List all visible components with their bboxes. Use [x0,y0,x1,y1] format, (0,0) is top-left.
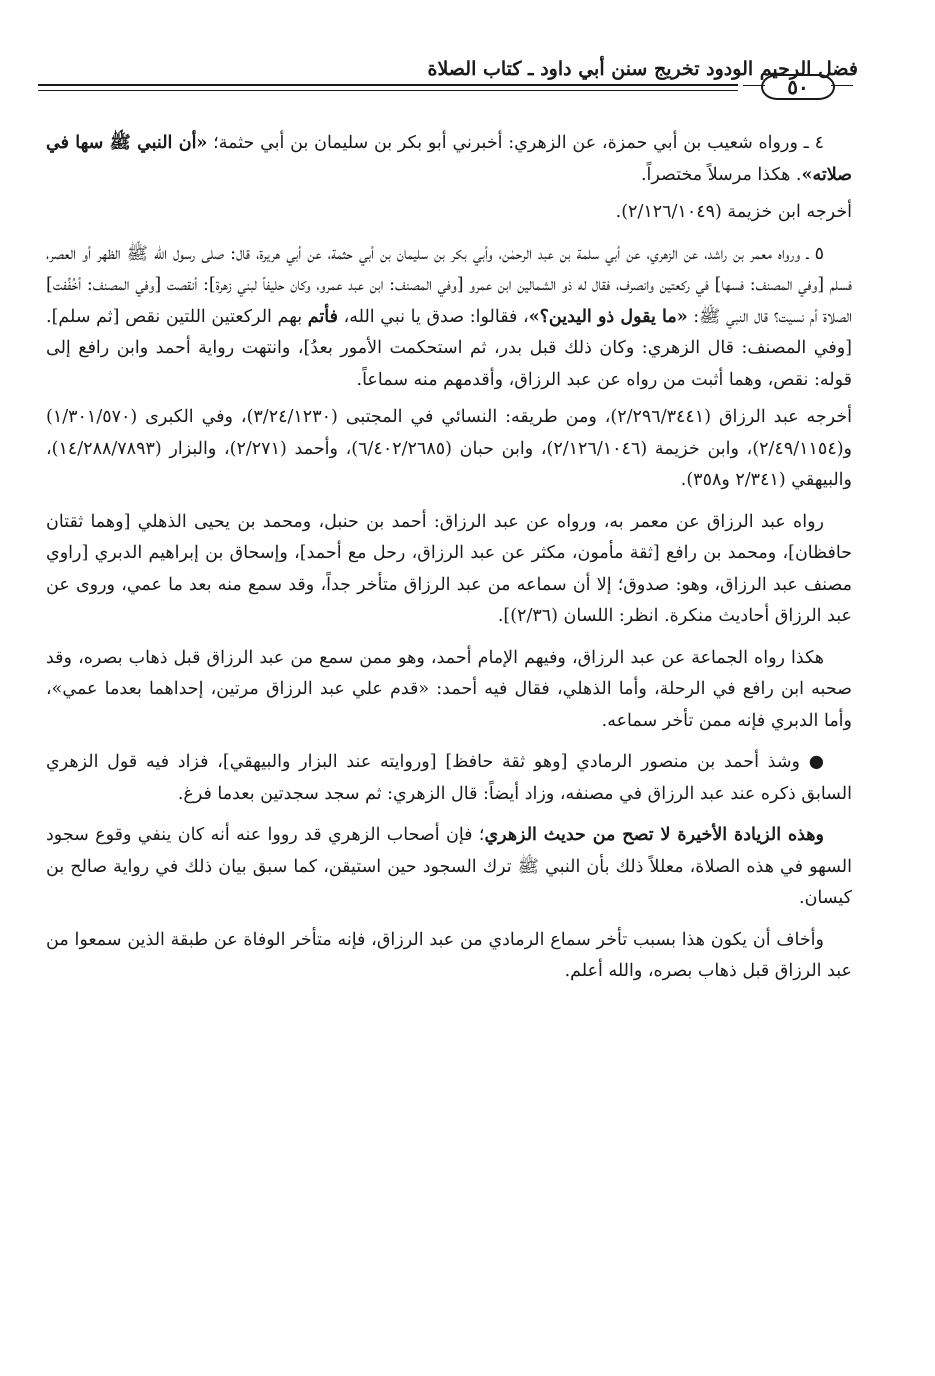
header-rule-thin [38,90,738,91]
paragraph-5 [46,239,852,397]
paragraph-4-source: أخرجه ابن خزيمة (٢/١٢٦/١٠٤٩). [615,202,852,222]
paragraph-5-text-c: بهم الركعتين اللتين نقص [ثم سلم]. [وفي المصنف: قال الزهري: وكان ذلك قبل بدر، ثم استحكمت الأمور بعدُ]، وانتهت رواية أحمد وابن رافع إلى قوله: نقص، وهما أثبت من رواه عن عبد الرزاق، وأقدمهم منه سماعاً. [46,306,852,390]
page-header [38,58,858,118]
paragraph-5-text-b: ، فقالوا: صدق يا نبي الله، [337,306,529,327]
paragraph-5-source: أخرجه عبد الرزاق (٢/٢٩٦/٣٤٤١)، ومن طريقه: النسائي في المجتبى (٣/٢٤/١٢٣٠)، وفي الكبرى (١/٣٠١/٥٧٠) و(٢/٤٩/١١٥٤)، وابن خزيمة (٢/١٢٦/١٠٤٦)، وابن حبان (٦/٤٠٢/٢٦٨٥)، وأحمد (٢/٢٧١)، والبزار (١٤/٢٨٨/٧٨٩٣)، والبيهقي (٢/٣٤١ و٣٥٨). [46,407,853,490]
hadith-quote: فأتم [307,306,338,327]
paragraph-6: رواه عبد الرزاق عن معمر به، ورواه عن عبد الرزاق: أحمد بن حنبل، ومحمد بن يحيى الذهلي [وهما ثقتان حافظان]، ومحمد بن رافع [ثقة مأمون، مكثر عن عبد الرزاق، رحل مع أحمد]، وإسحاق بن إبراهيم الدبري [راوي مصنف عبد الرزاق، وهو: صدوق؛ إلا أن سماعه من عبد الرزاق متأخر جداً، وقد سمع منه بعد ما عمي، وروى عن عبد الرزاق أحاديث منكرة. انظر: اللسان (٢/٣٦)]. [46,511,852,626]
paragraph-5-text-a: ٥ ـ ورواه معمر بن راشد، عن الزهري، عن أبي سلمة بن عبد الرحمٰن، وأبي بكر بن سليمان بن أبي حثمة، عن أبي هريرة، قال: صلى رسول الله ﷺ الظهر أو العصر، فسلم [وفي المصنف: فسها] في ركعتين وانصرف، فقال له ذو الشمالين ابن عمرو [وفي المصنف: ابن عبد عمرو، وكان حليفاً لبني زهرة]: أنقصت [وفي المصنف: أخُفِّفت] الصلاة أم نسيت؟ قال النبي ﷺ: [46,243,852,327]
paragraph-9 [46,820,852,915]
hadith-quote: «ما يقول ذو اليدين؟» [528,306,688,327]
ornament-line-right [831,85,853,86]
paragraph-4-tail: . هكذا مرسلاً مختصراً. [640,164,802,185]
running-title: فضل الرحيم الودود تخريج سنن أبي داود ـ كتاب الصلاة [427,58,858,80]
paragraph-9-bold: وهذه الزيادة الأخيرة لا تصح من حديث الزهري [484,825,824,845]
ornament-line-left [743,85,765,86]
page-number-ornament [743,72,853,102]
page-body [46,128,852,998]
paragraph-8: ● وشذ أحمد بن منصور الرمادي [وهو ثقة حافظ] [وروايته عند البزار والبيهقي]، فزاد فيه قول الزهري السابق ذكره عند عبد الرزاق في مصنفه، وزاد أيضاً: قال الزهري: ثم سجد سجدتين بعدما فرغ. [46,752,852,804]
page-number: ٥٠ [787,75,809,99]
paragraph-7: هكذا رواه الجماعة عن عبد الرزاق، وفيهم الإمام أحمد، وهو ممن سمع من عبد الرزاق قبل ذهاب بصره، وقد صحبه ابن رافع في الرحلة، وأما الذهلي، فقال فيه أحمد: «قدم علي عبد الرزاق مرتين، إحداهما بعدما عمي»، وأما الدبري فإنه ممن تأخر سماعه. [46,647,852,731]
paragraph-10: وأخاف أن يكون هذا بسبب تأخر سماع الرمادي من عبد الرزاق، فإنه متأخر الوفاة عن طبقة الذين سمعوا من عبد الرزاق قبل ذهاب بصره، والله أعلم. [46,929,852,981]
paragraph-4-text: ٤ ـ ورواه شعيب بن أبي حمزة، عن الزهري: أخبرني أبو بكر بن سليمان بن أبي حثمة؛ [207,133,824,153]
hadith-quote: «أن النبي ﷺ سها في صلاته» [46,133,852,185]
header-rule [38,84,738,86]
paragraph-9-text: ؛ فإن أصحاب الزهري قد رووا عنه أنه كان ينفي وقوع سجود السهو في هذه الصلاة، معللاً ذلك بأن النبي ﷺ ترك السجود حين استيقن، كما سبق بيان ذلك في رواية صالح بن كيسان. [46,825,852,908]
paragraph-4 [46,128,852,191]
